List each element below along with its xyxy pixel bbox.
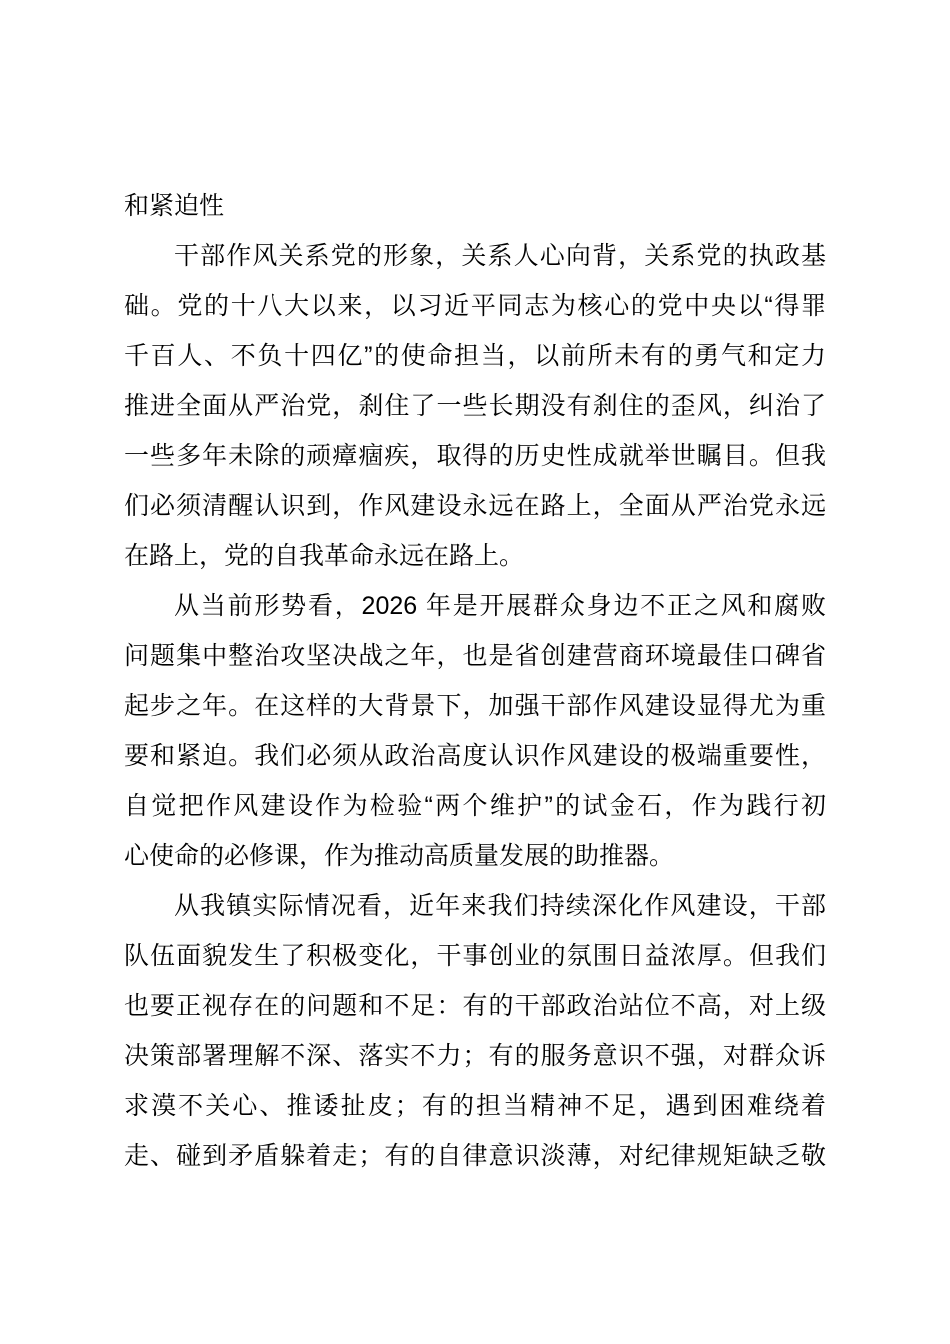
text-line: 自觉把作风建设作为检验“两个维护”的试金石，作为践行初 [124,792,826,820]
text-line: 从当前形势看，2026 年是开展群众身边不正之风和腐败 [174,592,826,620]
text-line: 也要正视存在的问题和不足：有的干部政治站位不高，对上级 [124,992,826,1020]
text-line: 队伍面貌发生了积极变化，干事创业的氛围日益浓厚。但我们 [124,942,826,970]
text-line: 要和紧迫。我们必须从政治高度认识作风建设的极端重要性， [124,742,826,770]
text-line: 心使命的必修课，作为推动高质量发展的助推器。 [124,842,675,870]
document-text-block [124,181,826,1181]
text-line: 从我镇实际情况看，近年来我们持续深化作风建设，干部 [174,892,826,920]
text-line: 一些多年未除的顽瘴痼疾，取得的历史性成就举世瞩目。但我 [124,442,826,470]
text-line: 和紧迫性 [124,192,225,220]
text-line: 决策部署理解不深、落实不力；有的服务意识不强，对群众诉 [124,1042,826,1070]
text-line: 起步之年。在这样的大背景下，加强干部作风建设显得尤为重 [124,692,826,720]
text-line: 问题集中整治攻坚决战之年，也是省创建营商环境最佳口碑省 [124,642,826,670]
text-line: 推进全面从严治党，刹住了一些长期没有刹住的歪风，纠治了 [124,392,826,420]
text-line: 在路上，党的自我革命永远在路上。 [124,542,525,570]
text-line: 干部作风关系党的形象，关系人心向背，关系党的执政基 [174,242,826,270]
text-line: 求漠不关心、推诿扯皮；有的担当精神不足，遇到困难绕着 [124,1092,826,1120]
text-line: 础。党的十八大以来，以习近平同志为核心的党中央以“得罪 [124,292,826,320]
text-line: 走、碰到矛盾躲着走；有的自律意识淡薄，对纪律规矩缺乏敬 [124,1142,826,1170]
text-line: 千百人、不负十四亿”的使命担当，以前所未有的勇气和定力 [124,342,826,370]
text-line: 们必须清醒认识到，作风建设永远在路上，全面从严治党永远 [124,492,826,520]
